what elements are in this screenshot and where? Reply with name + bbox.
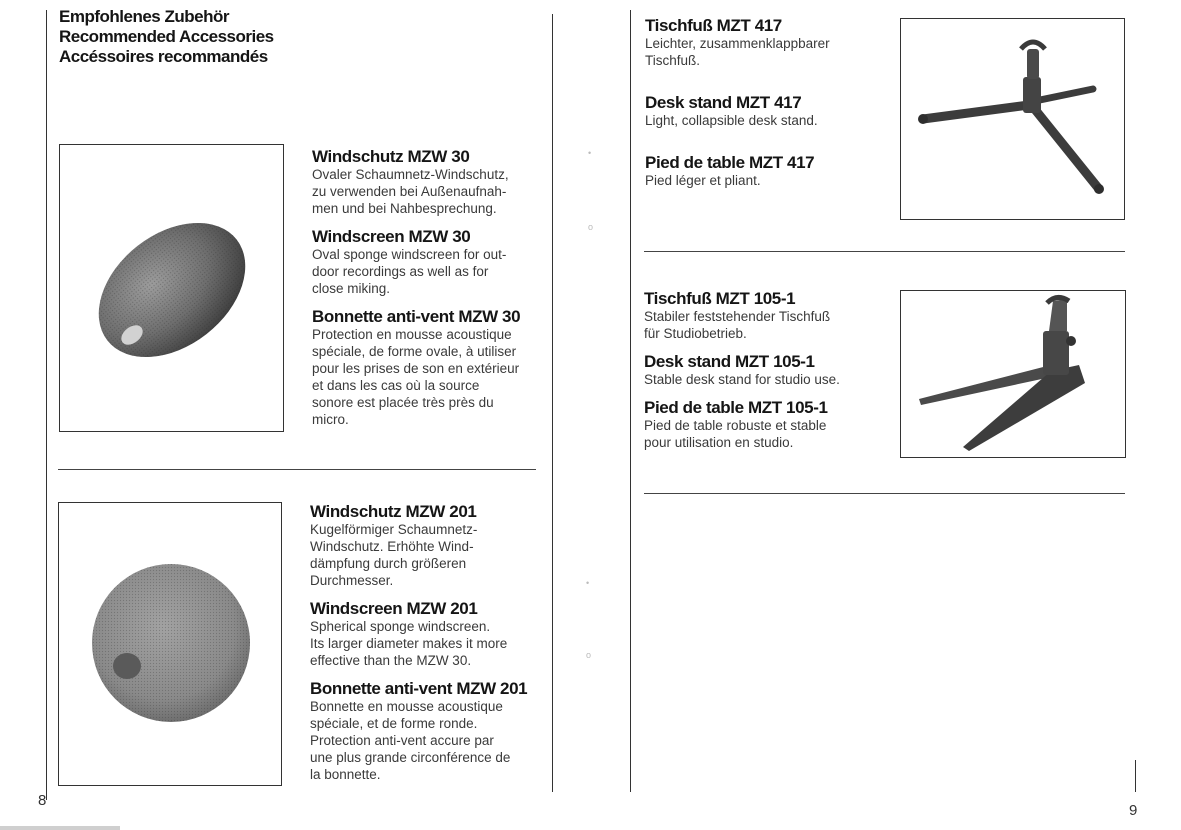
product-text-mzt417 — [645, 16, 885, 199]
studio-stand-image-frame — [900, 290, 1126, 458]
product-title: Tischfuß MZT 105-1 — [644, 289, 796, 308]
product-title: Desk stand MZT 417 — [645, 93, 802, 112]
product-desc-line: Pied de table robuste et stable — [644, 418, 827, 433]
product-desc-line: men und bei Nahbesprechung. — [312, 201, 497, 216]
product-desc-line: Tischfuß. — [645, 53, 701, 68]
product-desc-line: pour utilisation en studio. — [644, 435, 794, 450]
product-desc-line: Stabiler feststehender Tischfuß — [644, 309, 831, 324]
product-desc-line: Ovaler Schaumnetz-Windschutz, — [312, 167, 509, 182]
gutter-speck: • — [586, 578, 590, 588]
product-desc-line: et dans les cas où la source — [312, 378, 480, 393]
spherical-windscreen-image-frame — [58, 502, 282, 786]
product-desc-line: Durchmesser. — [310, 573, 394, 588]
bottom-edge-shadow — [0, 826, 120, 830]
product-title: Bonnette anti-vent MZW 201 — [310, 679, 528, 698]
product-desc-line: door recordings as well as for — [312, 264, 489, 279]
product-desc-line: Oval sponge windscreen for out- — [312, 247, 507, 262]
oval-foam-windscreen-photo — [60, 145, 282, 430]
product-desc-line: Windschutz. Erhöhte Wind- — [310, 539, 474, 554]
product-title: Windschutz MZW 201 — [310, 502, 477, 521]
product-desc-line: close miking. — [312, 281, 391, 296]
page-number-left: 8 — [38, 792, 47, 809]
product-title: Pied de table MZT 105-1 — [644, 398, 828, 417]
tripod-stand-image-frame — [900, 18, 1125, 220]
product-desc-line: micro. — [312, 412, 349, 427]
studio-desk-stand-photo — [901, 291, 1124, 456]
oval-windscreen-image-frame — [59, 144, 284, 432]
spherical-foam-windscreen-photo — [59, 503, 280, 784]
product-desc-line: Leichter, zusammenklappbarer — [645, 36, 830, 51]
product-desc-line: Stable desk stand for studio use. — [644, 372, 840, 387]
product-title: Windscreen MZW 30 — [312, 227, 471, 246]
item-divider — [58, 469, 536, 470]
gutter-speck: • — [588, 148, 592, 158]
item-divider — [644, 251, 1125, 252]
collapsible-tripod-stand-photo — [901, 19, 1123, 218]
product-desc-line: Bonnette en mousse acoustique — [310, 699, 503, 714]
section-title-fr: Accéssoires recommandés — [59, 47, 268, 66]
section-title — [59, 7, 274, 67]
section-title-de: Empfohlenes Zubehör — [59, 7, 229, 26]
right-page-margin-rule — [1135, 760, 1136, 792]
product-desc-line: Pied léger et pliant. — [645, 173, 761, 188]
product-desc-line: Its larger diameter makes it more — [310, 636, 508, 651]
product-desc-line: une plus grande circonférence de — [310, 750, 511, 765]
gutter-speck: o — [586, 650, 592, 660]
product-text-mzw30 — [312, 147, 544, 438]
product-desc-line: dämpfung durch größeren — [310, 556, 467, 571]
section-title-en: Recommended Accessories — [59, 27, 274, 46]
product-title: Windschutz MZW 30 — [312, 147, 470, 166]
page-number-right: 9 — [1129, 802, 1138, 819]
product-desc-line: Protection en mousse acoustique — [312, 327, 512, 342]
item-divider — [644, 493, 1125, 494]
product-desc-line: spéciale, de forme ovale, à utiliser — [312, 344, 517, 359]
product-desc-line: zu verwenden bei Außenaufnah- — [312, 184, 507, 199]
right-page-left-rule — [630, 10, 631, 792]
product-title: Tischfuß MZT 417 — [645, 16, 782, 35]
product-desc-line: Kugelförmiger Schaumnetz- — [310, 522, 478, 537]
product-desc-line: sonore est placée très près du — [312, 395, 494, 410]
product-desc-line: spéciale, et de forme ronde. — [310, 716, 478, 731]
product-title: Desk stand MZT 105-1 — [644, 352, 815, 371]
product-desc-line: Spherical sponge windscreen. — [310, 619, 491, 634]
product-desc-line: effective than the MZW 30. — [310, 653, 472, 668]
gutter-speck: o — [588, 222, 594, 232]
product-desc-line: für Studiobetrieb. — [644, 326, 747, 341]
product-text-mzw201 — [310, 502, 546, 793]
product-desc-line: la bonnette. — [310, 767, 381, 782]
left-page-right-rule — [552, 14, 553, 792]
product-desc-line: Light, collapsible desk stand. — [645, 113, 818, 128]
product-title: Bonnette anti-vent MZW 30 — [312, 307, 521, 326]
product-title: Windscreen MZW 201 — [310, 599, 478, 618]
product-desc-line: pour les prises de son en extérieur — [312, 361, 520, 376]
product-text-mzt105 — [644, 289, 894, 461]
product-desc-line: Protection anti-vent accure par — [310, 733, 494, 748]
product-title: Pied de table MZT 417 — [645, 153, 815, 172]
left-page-margin-rule — [46, 10, 47, 800]
